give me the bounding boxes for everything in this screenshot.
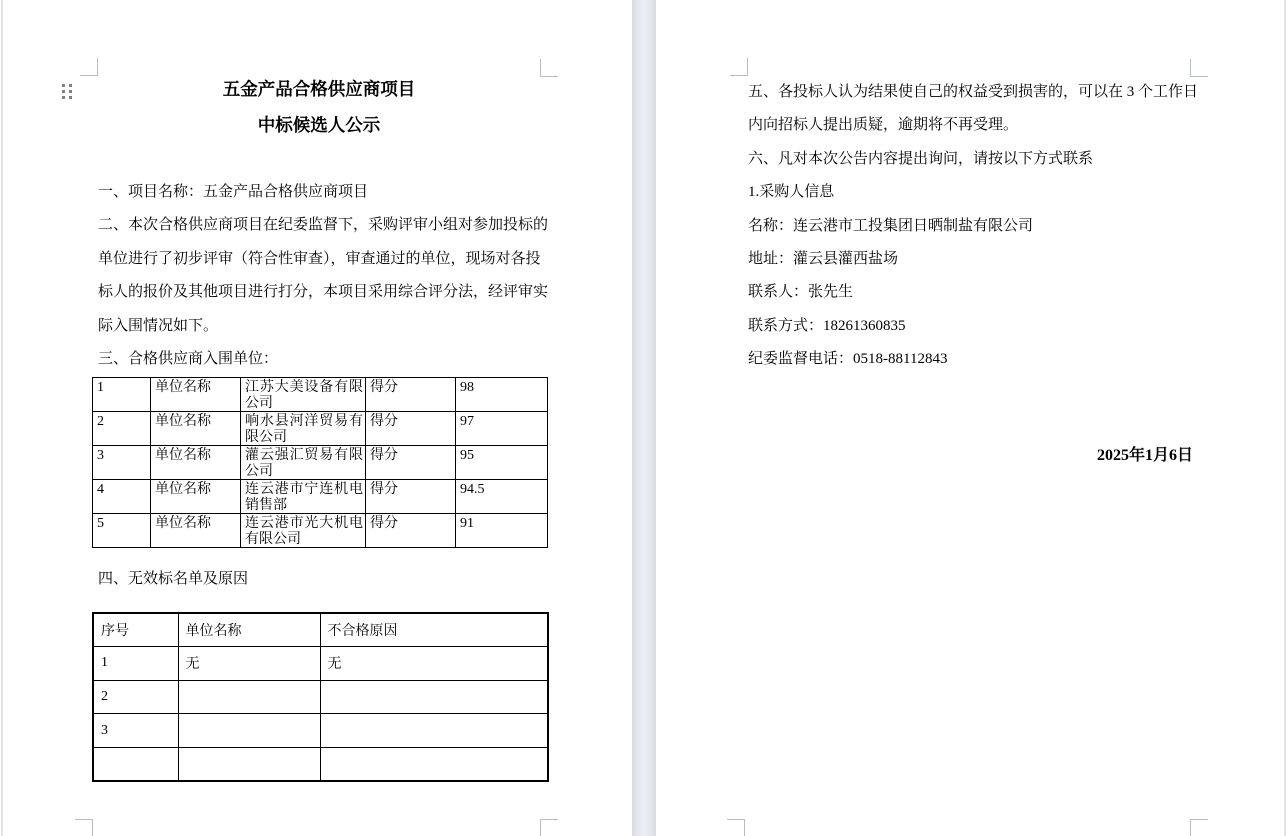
text-line[interactable]: 内向招标人提出质疑，逾期将不再受理。 <box>748 117 1019 134</box>
crop-mark-bottom-left-icon <box>75 819 93 836</box>
drag-handle-icon[interactable] <box>62 84 72 99</box>
text-line[interactable]: 联系方式：18261360835 <box>748 317 906 334</box>
table-row <box>93 747 548 781</box>
header-reject-reason[interactable]: 不合格原因 <box>320 613 548 647</box>
score-label-cell[interactable]: 得分 <box>366 480 456 514</box>
company-name-cell[interactable] <box>178 680 320 714</box>
section4-heading[interactable]: 四、无效标名单及原因 <box>98 571 249 587</box>
reject-reason-cell[interactable] <box>320 747 548 781</box>
serial-number-cell[interactable] <box>93 747 178 781</box>
page-gap <box>632 0 656 836</box>
serial-number-cell[interactable]: 2 <box>93 680 178 714</box>
row-number-cell[interactable]: 1 <box>93 378 151 412</box>
serial-number-cell[interactable]: 3 <box>93 714 178 748</box>
table-row <box>93 412 548 446</box>
score-value-cell[interactable]: 97 <box>456 412 548 446</box>
company-name-cell[interactable] <box>178 747 320 781</box>
company-name-cell[interactable]: 无 <box>178 647 320 681</box>
reject-reason-cell[interactable]: 无 <box>320 647 548 681</box>
reject-reason-cell[interactable] <box>320 680 548 714</box>
table-header-row <box>93 613 548 647</box>
invalid-bids-table-body <box>93 647 548 781</box>
invalid-bids-table-head <box>93 613 548 647</box>
company-name-cell[interactable]: 响水县河洋贸易有限公司 <box>241 412 366 446</box>
crop-mark-bottom-right-icon <box>1190 819 1208 836</box>
table-row <box>93 514 548 548</box>
score-value-cell[interactable]: 91 <box>456 514 548 548</box>
qualified-suppliers-table-body <box>93 378 548 548</box>
page-1 <box>3 0 632 836</box>
crop-mark-top-right-icon <box>1190 59 1208 77</box>
score-label-cell[interactable]: 得分 <box>366 514 456 548</box>
text-line[interactable]: 六、凡对本次公告内容提出询问，请按以下方式联系 <box>748 150 1094 167</box>
serial-number-cell[interactable]: 1 <box>93 647 178 681</box>
table-row <box>93 647 548 681</box>
text-line[interactable]: 二、本次合格供应商项目在纪委监督下，采购评审小组对参加投标的 <box>98 217 549 234</box>
score-label-cell[interactable]: 得分 <box>366 446 456 480</box>
crop-mark-bottom-left-icon <box>727 819 745 836</box>
page1-body-text <box>98 176 548 376</box>
company-name-cell[interactable] <box>178 714 320 748</box>
row-number-cell[interactable]: 2 <box>93 412 151 446</box>
table-row <box>93 378 548 412</box>
company-name-cell[interactable]: 连云港市宁连机电销售部 <box>241 480 366 514</box>
document-title-line2[interactable]: 中标候选人公示 <box>257 115 381 135</box>
company-name-cell[interactable]: 灌云强汇贸易有限公司 <box>241 446 366 480</box>
document-date[interactable]: 2025年1月6日 <box>1096 447 1193 464</box>
text-line[interactable]: 纪委监督电话：0518-88112843 <box>748 351 948 368</box>
text-line[interactable]: 联系人：张先生 <box>748 284 854 301</box>
crop-mark-top-left-icon <box>730 58 748 76</box>
header-serial-number[interactable]: 序号 <box>93 613 178 647</box>
qualified-suppliers-table <box>92 377 548 548</box>
company-name-cell[interactable]: 连云港市光大机电有限公司 <box>241 514 366 548</box>
name-label-cell[interactable]: 单位名称 <box>151 514 241 548</box>
text-line[interactable]: 名称：连云港市工投集团日晒制盐有限公司 <box>748 217 1034 234</box>
row-number-cell[interactable]: 3 <box>93 446 151 480</box>
invalid-bids-table <box>92 612 549 782</box>
text-line[interactable]: 单位进行了初步评审（符合性审查），审查通过的单位，现场对各投 <box>98 250 541 267</box>
row-number-cell[interactable]: 5 <box>93 514 151 548</box>
score-value-cell[interactable]: 98 <box>456 378 548 412</box>
page-2 <box>656 0 1284 836</box>
name-label-cell[interactable]: 单位名称 <box>151 412 241 446</box>
score-label-cell[interactable]: 得分 <box>366 412 456 446</box>
page2-body-text <box>748 76 1198 377</box>
score-value-cell[interactable]: 95 <box>456 446 548 480</box>
table-row <box>93 480 548 514</box>
document-title-line1[interactable]: 五金产品合格供应商项目 <box>222 79 416 99</box>
crop-mark-bottom-right-icon <box>540 819 558 836</box>
name-label-cell[interactable]: 单位名称 <box>151 480 241 514</box>
text-line[interactable]: 一、项目名称：五金产品合格供应商项目 <box>98 184 369 200</box>
reject-reason-cell[interactable] <box>320 714 548 748</box>
crop-mark-top-left-icon <box>80 58 98 76</box>
row-number-cell[interactable]: 4 <box>93 480 151 514</box>
text-line[interactable]: 地址：灌云县灌西盐场 <box>748 250 899 267</box>
name-label-cell[interactable]: 单位名称 <box>151 446 241 480</box>
canvas-right-edge <box>1284 0 1286 836</box>
text-line[interactable]: 三、合格供应商入围单位： <box>98 350 279 367</box>
name-label-cell[interactable]: 单位名称 <box>151 378 241 412</box>
text-line[interactable]: 际入围情况如下。 <box>98 317 219 334</box>
company-name-cell[interactable]: 江苏大美设备有限公司 <box>241 378 366 412</box>
table-row <box>93 714 548 748</box>
text-line[interactable]: 标人的报价及其他项目进行打分，本项目采用综合评分法，经评审实 <box>98 284 549 301</box>
score-value-cell[interactable]: 94.5 <box>456 480 548 514</box>
text-line[interactable]: 1.采购人信息 <box>748 184 835 201</box>
table-row <box>93 446 548 480</box>
crop-mark-top-right-icon <box>540 59 558 77</box>
score-label-cell[interactable]: 得分 <box>366 378 456 412</box>
table-row <box>93 680 548 714</box>
header-company-name[interactable]: 单位名称 <box>178 613 320 647</box>
text-line[interactable]: 五、各投标人认为结果使自己的权益受到损害的，可以在 3 个工作日 <box>748 84 1199 100</box>
